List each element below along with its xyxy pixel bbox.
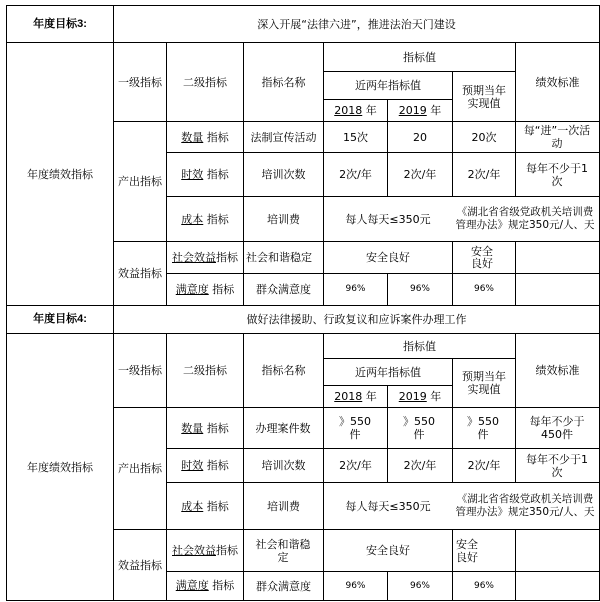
- row-value-2019: 2次/年: [403, 168, 437, 181]
- header-name: 指标名称: [261, 364, 306, 377]
- row-value-2019: 》550件: [403, 415, 435, 441]
- row-standard: [516, 274, 599, 305]
- header-name: 指标名称: [261, 75, 306, 89]
- header-year-2018: 2018 年: [334, 104, 377, 117]
- row-expected: 2次/年: [467, 459, 501, 472]
- header-year-2019: 2019 年: [398, 390, 442, 403]
- row-standard: [516, 572, 599, 600]
- level2-quantity: 数量 指标: [181, 130, 229, 144]
- effect-indicator-label: 效益指标: [118, 558, 162, 572]
- goal3-label: 年度目标3:: [33, 17, 87, 30]
- row-value-2019: 20: [413, 130, 427, 144]
- row-expected: 2次/年: [467, 168, 501, 181]
- row-expected: 20次: [471, 130, 497, 144]
- row-value-2018: 2次/年: [339, 168, 372, 181]
- level2-timeliness: 时效 指标: [181, 459, 229, 472]
- goal4-text: 做好法律援助、行政复议和应诉案件办理工作: [246, 313, 467, 326]
- header-standard: 绩效标准: [535, 364, 580, 377]
- row-value-2018: 2次/年: [339, 459, 372, 472]
- goal3-side-label: 年度绩效指标: [27, 167, 93, 181]
- row-value-2019: 2次/年: [403, 459, 437, 472]
- level2-cost: 成本 指标: [181, 212, 229, 226]
- header-standard: 绩效标准: [535, 75, 580, 89]
- row-name: 群众满意度: [256, 579, 311, 593]
- row-expected: 安全良好: [456, 537, 478, 564]
- header-recent: 近两年指标值: [355, 365, 421, 379]
- row-expected: 96%: [473, 580, 494, 591]
- header-level1: 一级指标: [118, 364, 162, 377]
- row-merged-value: 安全良好: [366, 251, 410, 264]
- goal4-side-label: 年度绩效指标: [27, 460, 93, 474]
- row-name: 培训次数: [261, 459, 306, 472]
- row-name: 法制宣传活动: [250, 130, 317, 144]
- row-standard: [516, 242, 599, 273]
- header-level1: 一级指标: [118, 75, 162, 89]
- level2-timeliness: 时效 指标: [181, 168, 229, 181]
- row-standard: 每年不少于1次: [526, 452, 588, 479]
- row-expected: 安全良好: [471, 244, 493, 270]
- level2-satisfaction: 满意度 指标: [175, 579, 235, 592]
- row-standard: 每年不少于1次: [526, 161, 588, 188]
- header-expected: 预期当年实现值: [462, 370, 506, 396]
- row-merged-value: 每人每天≤350元: [345, 212, 431, 226]
- row-value-2019: 96%: [409, 580, 430, 591]
- header-value: 指标值: [403, 50, 436, 64]
- goal3-text: 深入开展“法律六进”，推进法治天门建设: [257, 17, 456, 31]
- header-year-2019: 2019 年: [398, 104, 442, 117]
- level2-cost: 成本 指标: [181, 499, 229, 513]
- row-name: 办理案件数: [255, 421, 311, 435]
- header-level2: 二级指标: [183, 364, 227, 377]
- level2-social-benefit: 社会效益 指标: [172, 250, 238, 264]
- row-value-2018: 96%: [345, 284, 366, 294]
- level2-quantity: 数量 指标: [181, 421, 229, 435]
- row-name: 群众满意度: [256, 283, 311, 296]
- row-merged-value: 安全良好: [366, 544, 410, 557]
- row-standard: 《湖北省省级党政机关培训费管理办法》规定350元/人、天: [455, 493, 595, 518]
- row-name: 社会和谐稳定: [246, 250, 312, 264]
- row-name: 培训次数: [261, 168, 306, 181]
- header-year-2018: 2018 年: [334, 390, 377, 403]
- header-expected: 预期当年实现值: [462, 83, 506, 110]
- row-name: 培训费: [267, 212, 300, 226]
- row-name: 社会和谐稳定: [255, 537, 311, 564]
- row-expected: 》550件: [467, 415, 499, 441]
- goal4-label: 年度目标4:: [33, 313, 87, 325]
- row-name: 培训费: [267, 499, 300, 513]
- row-standard: 《湖北省省级党政机关培训费管理办法》规定350元/人、天: [455, 206, 595, 231]
- row-standard: 每“进”一次活动: [523, 124, 591, 150]
- row-merged-value: 每人每天≤350元: [345, 499, 431, 513]
- header-recent: 近两年指标值: [355, 79, 421, 92]
- level2-satisfaction: 满意度 指标: [175, 282, 235, 296]
- effect-indicator-label: 效益指标: [118, 267, 162, 280]
- output-indicator-label: 产出指标: [118, 462, 162, 475]
- header-value: 指标值: [403, 339, 436, 353]
- row-value-2019: 96%: [409, 284, 430, 294]
- row-standard: [516, 530, 599, 571]
- row-value-2018: 96%: [345, 580, 366, 591]
- row-value-2018: 15次: [343, 130, 368, 144]
- output-indicator-label: 产出指标: [118, 175, 162, 188]
- level2-social-benefit: 社会效益 指标: [172, 544, 238, 557]
- header-level2: 二级指标: [183, 75, 227, 89]
- row-expected: 96%: [473, 284, 494, 294]
- row-value-2018: 》550件: [339, 415, 371, 441]
- row-standard: 每年不少于450件: [529, 415, 585, 441]
